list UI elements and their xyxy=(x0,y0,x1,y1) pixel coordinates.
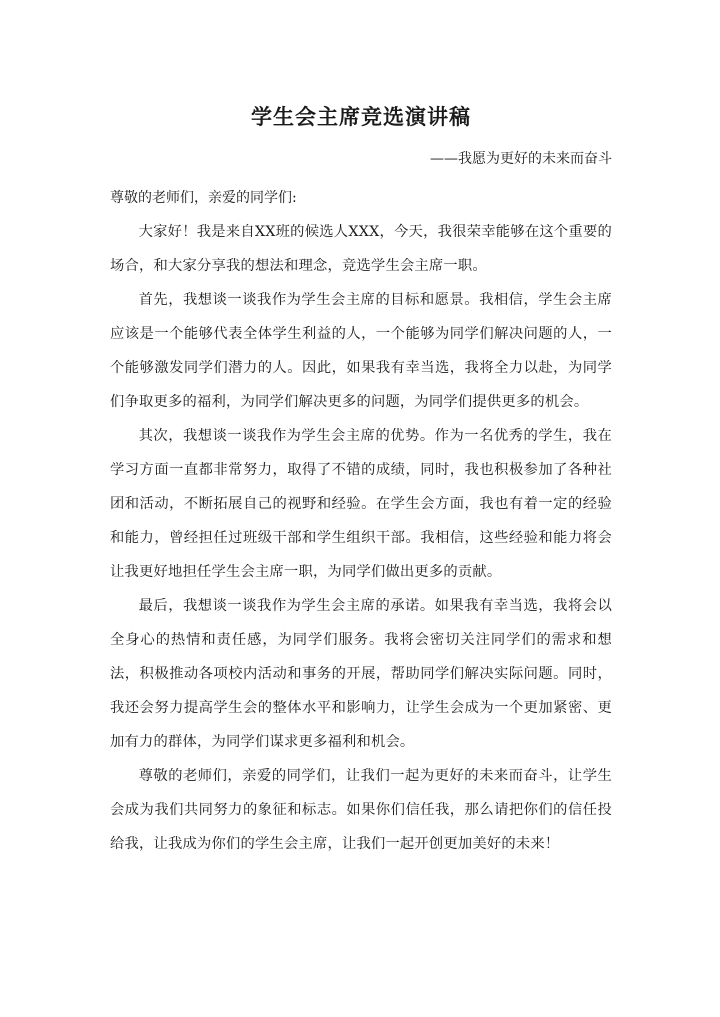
paragraph-opening: 大家好！我是来自XX班的候选人XXX，今天，我很荣幸能够在这个重要的场合，和大家分享我的想法和理念，竞选学生会主席一职。 xyxy=(110,224,612,274)
paragraph-strengths: 其次，我想谈一谈我作为学生会主席的优势。作为一名优秀的学生，我在学习方面一直都非常努力，取得了不错的成绩，同时，我也积极参加了各种社团和活动，不断拓展自己的视野和经验。在学生会方面，我也有着一定的经验和能力，曾经担任过班级干部和学生组织干部。我相信，这些经验和能力将会让我更好地担任学生会主席一职，为同学们做出更多的贡献。 xyxy=(110,428,612,580)
document-title: 学生会主席竞选演讲稿 xyxy=(251,104,471,129)
paragraph-closing: 尊敬的老师们，亲爱的同学们，让我们一起为更好的未来而奋斗，让学生会成为我们共同努力的象征和标志。如果你们信任我，那么请把你们的信任投给我，让我成为你们的学生会主席，让我们一起开创更加美好的未来！ xyxy=(110,768,612,852)
salutation: 尊敬的老师们，亲爱的同学们: xyxy=(110,190,297,206)
paragraph-goals: 首先，我想谈一谈我作为学生会主席的目标和愿景。我相信，学生会主席应该是一个能够代表全体学生利益的人，一个能够为同学们解决问题的人，一个能够激发同学们潜力的人。因此，如果我有幸当选，我将全力以赴，为同学们争取更多的福利，为同学们解决更多的问题，为同学们提供更多的机会。 xyxy=(110,292,612,410)
paragraph-commitment: 最后，我想谈一谈我作为学生会主席的承诺。如果我有幸当选，我将会以全身心的热情和责任感，为同学们服务。我将会密切关注同学们的需求和想法，积极推动各项校内活动和事务的开展，帮助同学们解决实际问题。同时，我还会努力提高学生会的整体水平和影响力，让学生会成为一个更加紧密、更加有力的群体，为同学们谋求更多福利和机会。 xyxy=(110,598,612,750)
document-subtitle: ——我愿为更好的未来而奋斗 xyxy=(430,151,612,167)
